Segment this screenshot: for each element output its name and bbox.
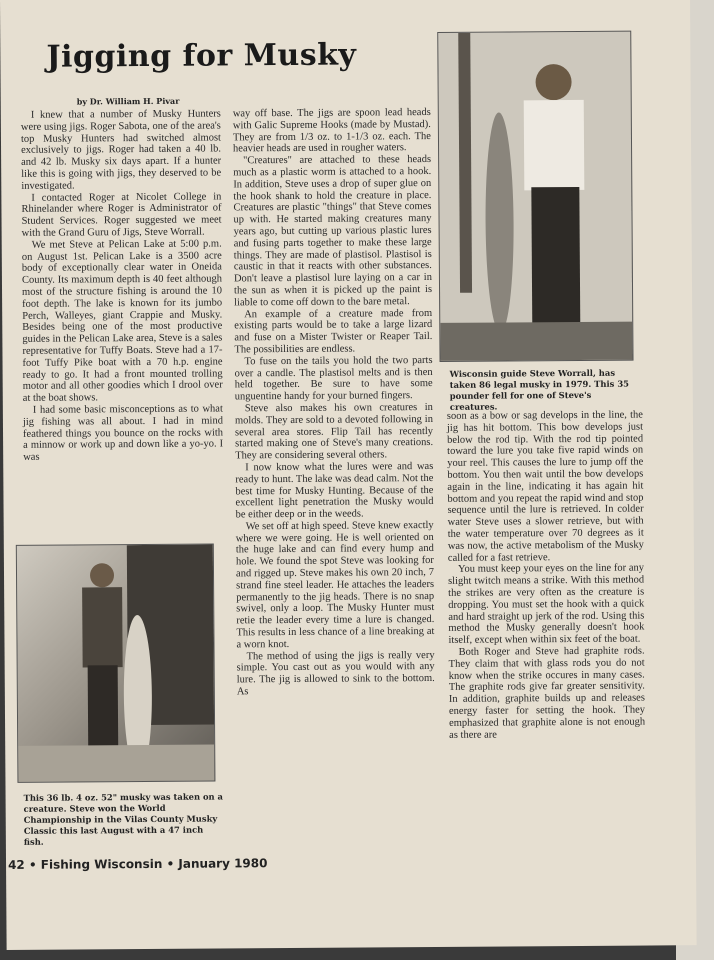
caption-left: This 36 lb. 4 oz. 52" musky was taken on a creature. Steve won the World Championship in the Vilas County Musky Classic this last August with a 47 inch fish. <box>23 791 223 847</box>
paragraph: Steve also makes his own creatures in molds. They are sold to a devoted following in several area stores. Flip Tail has recently started making one of Steve's many creations. They are considering several others. <box>234 401 434 462</box>
paragraph: You must keep your eyes on the line for any slight twitch means a strike. With this method the strikes are very often as the creature is dropping. You must set the hook with a quick and hard straight up jerk of the rod. Using this method the Musky generally doesn't hook itself, except when within six feet of the boat. <box>448 562 645 647</box>
photo-silhouette-icon <box>438 32 632 361</box>
paragraph: I knew that a number of Musky Hunters were using jigs. Roger Sabota, one of the area's top Musky Hunters had switched almost exclusively to jigs. Roger had taken a 40 lb. and 42 lb. Musky six days apart. If a hunter like this is going with jigs, they deserved to be investigated. <box>20 108 222 192</box>
column-2 <box>233 107 435 698</box>
paragraph: We set off at high speed. Steve knew exactly where we were going. He is well oriented on the huge lake and can find every hump and hole. We found the spot Steve was looking for and rigged up. Steve makes his own 20 inch, 7 strand fine steel leader. He attaches the leaders permanently to the jig heads. There is no snap swivel, only a loop. The Musky Hunter must retie the leader every time a lure is changed. This results in less chance of a line breaking at a worn knot. <box>235 519 435 651</box>
column-3 <box>447 410 645 742</box>
paragraph: The method of using the jigs is really very simple. You cast out as you would with any lure. The jig is allowed to sink to the bottom. As <box>236 649 435 698</box>
column-1 <box>21 108 223 463</box>
paragraph: way off base. The jigs are spoon lead heads with Galic Supreme Hooks (made by Mustad). They are from 1/3 oz. to 1-1/3 oz. each. The heavier heads are used in rougher waters. <box>232 106 431 155</box>
photo-silhouette-icon <box>17 545 215 782</box>
paragraph: soon as a bow or sag develops in the line, the jig has hit bottom. This bow develops just below the rod tip. With the rod tip pointed toward the lure you take five rapid winds on your reel. This causes the lure to jump off the bottom. You then wait until the bow develops again in the line, indicating it has again hit bottom and you repeat the rapid wind and stop sequence until the lure is retrieved. In colder water Steve uses a slower retrieve, but with the water temperature over 70 degrees as it was now, the active metabolism of the Musky called for a fast retrieve. <box>446 409 644 564</box>
paragraph: An example of a creature made from existing parts would be to take a large lizard and fuse on a Mister Twister or Reaper Tail. The possibilities are endless. <box>234 307 433 356</box>
paragraph: I had some basic misconceptions as to what jig fishing was all about. I had in mind feathered things you bounce on the rocks with a minnow or work up and down like a yo-yo. I was <box>22 403 224 463</box>
paragraph: "Creatures" are attached to these heads much as a plastic worm is attached to a hook. In addition, Steve uses a drop of super glue on the hook shank to hold the creature in place. Creatures are plastic "things" that Steve comes up with. He started making creatures many years ago, but cutting up various plastic lures and fusing parts together to make these large things. They are made of plastisol. Plastisol is caustic in that it reacts with other substances. Don't leave a plastisol lure laying on a car in the sun as when it is picked up the paint is liable to come off down to the bare metal. <box>233 154 433 309</box>
paragraph: To fuse on the tails you hold the two parts over a candle. The plastisol melts and is then held together. Be sure to have some unguentine handy for your burned fingers. <box>234 354 433 403</box>
photo-musky-catch <box>16 544 216 783</box>
byline: by Dr. William H. Pivar <box>76 95 180 107</box>
page-footer: 42 • Fishing Wisconsin • January 1980 <box>7 856 268 872</box>
paragraph: Both Roger and Steve had graphite rods. They claim that with glass rods you do not know when the strike occures in many cases. The graphite rods give far greater sensitivity. In addition, graphite builds up and releases energy faster for setting the hook. They emphasized that graphite alone is not enough as there are <box>448 645 646 741</box>
caption-right: Wisconsin guide Steve Worrall, has taken 86 legal musky in 1979. This 35 pounder fell for one of Steve's creatures. <box>449 367 629 412</box>
photo-steve-worrall <box>437 31 633 362</box>
paragraph: I contacted Roger at Nicolet College in Rhinelander where Roger is Administrator of Student Services. Roger suggested we meet with the Grand Guru of Jigs, Steve Worrall. <box>21 191 222 239</box>
paragraph: We met Steve at Pelican Lake at 5:00 p.m. on August 1st. Pelican Lake is a 3500 acre body of exceptionally clear water in Oneida County. Its maximum depth is 40 feet although most of the structure fishing is around the 10 foot depth. The lake is known for its jumbo Perch, Walleyes, giant Crappie and Musky. Besides being one of the most productive guides in the Pelican Lake area, Steve is a sales representative for Tuffy Boats. Steve had a 17-foot Tuffy Pike boat with a 70 h.p. engine ready to go. It had a front mounted trolling motor and all other goodies which I drool over at the boat shows. <box>21 238 223 404</box>
paragraph: I now know what the lures were and was ready to hunt. The lake was dead calm. Not the best time for Musky Hunting. Because of the excellent light penetration the Musky would be either deep or in the weeds. <box>235 460 434 521</box>
article-title: Jigging for Musky <box>46 37 357 75</box>
